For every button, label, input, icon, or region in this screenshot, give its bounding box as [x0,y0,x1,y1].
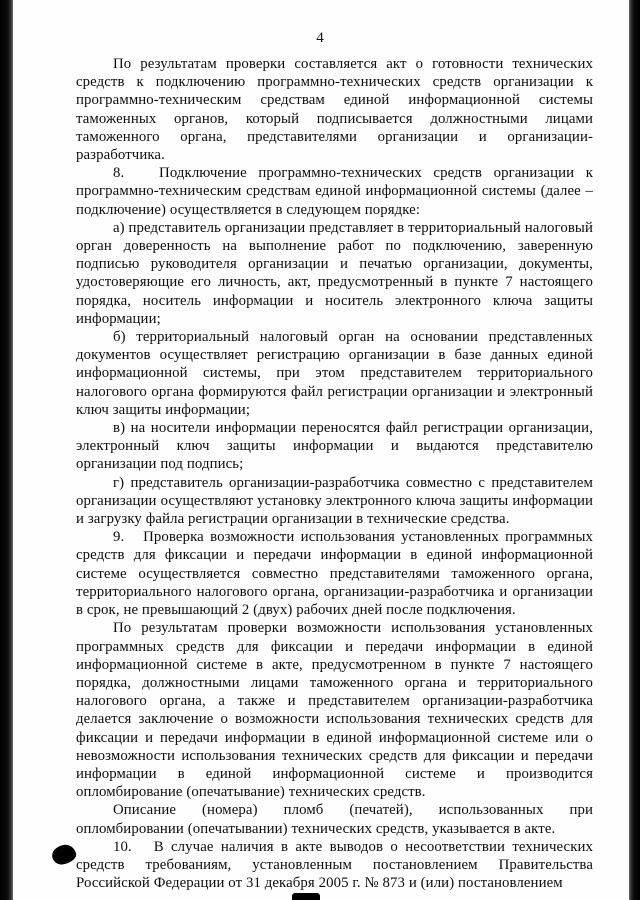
paragraph-item-9: 9. Проверка возможности использования установленных программных средств для фиксации и передачи информации в единой информационной системе осуществляется совместно представителями таможенного органа, территориального налогового органа, организации-разработчика и организации в срок, не превышающий 2 (двух) рабочих дней после подключения. [76,529,593,619]
paragraph-item-8: 8. Подключение программно-технических средств организации к программно-техническим средствам единой информационной системы (далее – подключение) осуществляется в следующем порядке: [76,165,593,218]
scan-artifact-dash [292,893,320,900]
page-number: 4 [316,30,324,46]
paragraph-check-conclusion: По результатам проверки возможности использования установленных программных средств для фиксации и передачи информации в единой информационной системе в акте, предусмотренном в пункте 7 настоящего порядка, должностными лицами таможенного органа и территориального налогового органа, а также и представителем организации-разработчика делается заключение о возможности использования технических средств для фиксации и передачи информации в единой информационной системе или о невозможности использования технических средств для фиксации и передачи информации в единой информационной системе и производится опломбирование (опечатывание) технических средств. [76,620,593,801]
paragraph-item-10: 10. В случае наличия в акте выводов о несоответствии технических средств требованиям, установленным постановлением Правительства Российской Федерации от 31 декабря 2005 г. № 873 и (или) постановлением [76,838,593,892]
paragraph-results-of-check: По результатам проверки составляется акт о готовности технических средств к подключению программно-технических средств организации к программно-техническим средствам единой информационной системы таможенных органов, который подписывается должностными лицами таможенного органа, представителями организации и организации-разработчика. [76,56,593,164]
scan-artifact-blob [50,843,77,867]
scan-edge-left [0,0,13,900]
paragraph-seals-description: Описание (номера) пломб (печатей), использованных при опломбировании (опечатывании) технических средств, указывается в акте. [76,802,593,837]
paragraph-item-8b: б) территориальный налоговый орган на основании представленных документов осуществляет регистрацию организации в базе данных единой информационной системы, при этом представителем территориального налогового органа формируются файл регистрации организации и электронный ключ защиты информации; [76,329,593,418]
paragraph-item-8g: г) представитель организации-разработчика совместно с представителем организации осуществляют установку электронного ключа защиты информации и загрузку файла регистрации организации в технические средства. [76,474,593,528]
paragraph-item-8a: а) представитель организации представляет в территориальный налоговый орган доверенность на выполнение работ по подключению, заверенную подписью руководителя организации и печатью организации, документы, удостоверяющие его личность, акт, предусмотренный в пункте 7 настоящего порядка, носитель информации и носитель электронного ключа защиты информации; [76,219,593,327]
paragraph-item-8v: в) на носители информации переносятся файл регистрации организации, электронный ключ защиты информации и выдаются представителю организации под подпись; [76,420,593,473]
scan-edge-right [629,0,640,900]
document-body [76,55,593,892]
